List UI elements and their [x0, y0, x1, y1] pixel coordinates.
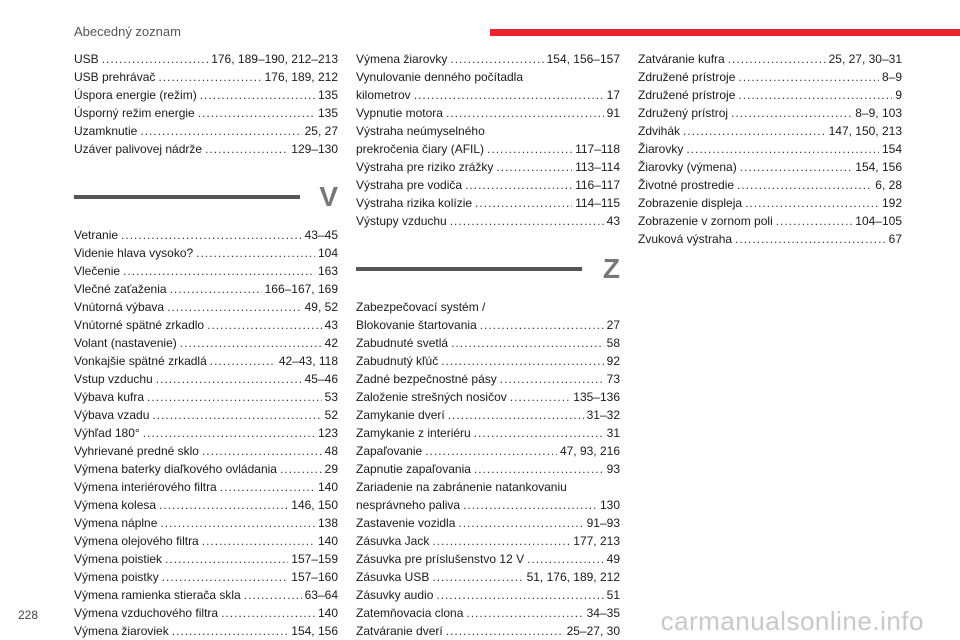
index-entry-pages: 25–27, 30 [566, 624, 620, 638]
index-entry-term: Zásuvka USB [356, 570, 430, 584]
index-entry-term: Zatváranie dverí [356, 624, 443, 638]
index-entry-term: Založenie strešných nosičov [356, 390, 507, 404]
index-entry-pages: 113–114 [575, 160, 620, 174]
dot-leader [450, 50, 543, 68]
index-entry-pages: 53 [324, 390, 338, 404]
dot-leader [738, 68, 879, 86]
dot-leader [480, 316, 604, 334]
section-letter: V [319, 181, 338, 212]
index-entry-pages: 130 [599, 498, 620, 512]
index-entry [356, 532, 620, 550]
index-entry [74, 280, 338, 298]
dot-leader [143, 424, 315, 442]
dot-leader [735, 230, 886, 248]
dot-leader [207, 316, 322, 334]
index-entry [638, 122, 902, 140]
index-entry-pages: 192 [881, 196, 902, 210]
index-entry-pages: 129–130 [291, 142, 338, 156]
index-entry-pages: 91–93 [586, 516, 620, 530]
index-entry [356, 86, 620, 104]
index-entry [356, 442, 620, 460]
index-entry-pages: 163 [317, 264, 338, 278]
index-entry-term: Združený prístroj [638, 106, 729, 120]
index-entry-pages: 138 [317, 516, 338, 530]
dot-leader [458, 514, 583, 532]
dot-leader [159, 496, 288, 514]
dot-leader [156, 370, 302, 388]
index-entry [356, 622, 620, 640]
index-entry-term: Výmena vzduchového filtra [74, 606, 219, 620]
index-entry [356, 568, 620, 586]
index-entry [74, 68, 338, 86]
index-entry [356, 158, 620, 176]
index-entry-prefix: Výstraha neúmyselného [356, 124, 485, 138]
index-entry [74, 568, 338, 586]
dot-leader [740, 158, 853, 176]
section-letter: Z [602, 253, 620, 284]
index-entry-pages: 52 [324, 408, 338, 422]
index-entry [74, 370, 338, 388]
index-entry-term: Výmena poistky [74, 570, 159, 584]
index-entry-term: Vypnutie motora [356, 106, 443, 120]
dot-leader [165, 550, 288, 568]
index-entry [356, 50, 620, 68]
index-entry-term: Zastavenie vozidla [356, 516, 456, 530]
index-entry-term: prekročenia čiary (AFIL) [356, 142, 485, 156]
index-entry-term: Zvuková výstraha [638, 232, 733, 246]
dot-leader [475, 194, 572, 212]
header-accent-bar [490, 29, 960, 36]
index-entry-term: Vyhrievané predné sklo [74, 444, 199, 458]
dot-leader [466, 604, 583, 622]
index-entry-term: Vetranie [74, 228, 119, 242]
index-entry-term: Zadné bezpečnostné pásy [356, 372, 497, 386]
index-entry-pages: 157–159 [291, 552, 338, 566]
index-entry [356, 604, 620, 622]
index-entry [74, 388, 338, 406]
index-entry-term: Zamykanie z interiéru [356, 426, 471, 440]
index-entry-pages: 92 [606, 354, 620, 368]
index-entry-pages: 31 [606, 426, 620, 440]
index-entry-term: Výmena baterky diaľkového ovládania [74, 462, 277, 476]
index-entry [638, 50, 902, 68]
index-entry-term: Zobrazenie v zornom poli [638, 214, 773, 228]
index-entry-term: Združené prístroje [638, 88, 736, 102]
index-entry [74, 442, 338, 460]
index-entry-pages: 47, 93, 216 [559, 444, 620, 458]
index-entry-term: Výhľad 180° [74, 426, 140, 440]
index-entry [356, 550, 620, 568]
index-entry-term: Výbava kufra [74, 390, 145, 404]
dot-leader [510, 388, 571, 406]
index-entry-term: Úsporný režim energie [74, 106, 195, 120]
index-entry-pages: 8–9, 103 [855, 106, 902, 120]
index-entry-term: Zobrazenie displeja [638, 196, 743, 210]
index-entry-pages: 146, 150 [291, 498, 338, 512]
index-entry [356, 460, 620, 478]
index-entry-term: Volant (nastavenie) [74, 336, 177, 350]
dot-leader [474, 424, 604, 442]
index-entry-pages: 154, 156 [855, 160, 902, 174]
dot-leader [496, 158, 572, 176]
index-entry [74, 262, 338, 280]
index-entry-term: nesprávneho paliva [356, 498, 461, 512]
dot-leader [210, 352, 276, 370]
index-entry-term: Vlečné zaťaženia [74, 282, 167, 296]
dot-leader [450, 212, 604, 230]
index-entry [638, 104, 902, 122]
dot-leader [196, 244, 315, 262]
index-entry-term: Vnútorná výbava [74, 300, 165, 314]
index-entry [638, 68, 902, 86]
index-entry-term: USB [74, 52, 99, 66]
index-entry-term: Výstraha pre riziko zrážky [356, 160, 494, 174]
index-entry-pages: 48 [324, 444, 338, 458]
index-entry [74, 496, 338, 514]
index-entry-pages: 43–45 [304, 228, 338, 242]
index-entry-pages: 176, 189–190, 212–213 [211, 52, 338, 66]
index-entry [74, 104, 338, 122]
index-entry-term: Výbava vzadu [74, 408, 150, 422]
index-entry-pages: 29 [324, 462, 338, 476]
dot-leader [221, 604, 315, 622]
page-number: 228 [18, 608, 39, 622]
index-entry-pages: 25, 27 [304, 124, 338, 138]
index-entry-pages: 166–167, 169 [264, 282, 338, 296]
index-entry-term: Výmena kolesa [74, 498, 157, 512]
dot-leader [474, 460, 604, 478]
index-entry-term: Výmena náplne [74, 516, 158, 530]
dot-leader [220, 478, 315, 496]
index-entry-pages: 140 [317, 480, 338, 494]
index-entry-pages: 58 [606, 336, 620, 350]
index-entry [74, 550, 338, 568]
index-entry-term: Výstupy vzduchu [356, 214, 447, 228]
index-entry-term: Výmena žiaroviek [74, 624, 169, 638]
index-entry-term: Zapaľovanie [356, 444, 423, 458]
index-entry [74, 514, 338, 532]
index-entry-term: Výstraha rizika kolízie [356, 196, 473, 210]
index-entry-term: Zatváranie kufra [638, 52, 725, 66]
index-entry-pages: 43 [606, 214, 620, 228]
index-entry [74, 604, 338, 622]
index-entry-term: Vnútorné spätné zrkadlo [74, 318, 205, 332]
dot-leader [448, 406, 584, 424]
dot-leader [202, 442, 322, 460]
index-entry-pages: 63–64 [304, 588, 338, 602]
index-entry [356, 406, 620, 424]
index-entry-pages: 17 [606, 88, 620, 102]
index-entry-pages: 135 [317, 88, 338, 102]
index-entry [356, 586, 620, 604]
index-entry-pages: 34–35 [586, 606, 620, 620]
index-entry-term: Výmena ramienka stierača skla [74, 588, 241, 602]
index-entry-pages: 43 [324, 318, 338, 332]
index-entry [356, 194, 620, 212]
index-entry-term: Zásuvka pre príslušenstvo 12 V [356, 552, 525, 566]
dot-leader [121, 226, 302, 244]
index-entry [356, 104, 620, 122]
dot-leader [745, 194, 879, 212]
index-entry-pages: 27 [606, 318, 620, 332]
watermark: carmanualsonline.info [660, 606, 924, 636]
section-header [74, 174, 338, 220]
index-entry-term: Blokovanie štartovania [356, 318, 477, 332]
index-entry [638, 158, 902, 176]
index-entry-pages: 49 [606, 552, 620, 566]
dot-leader [160, 514, 315, 532]
dot-leader [205, 140, 288, 158]
dot-leader [425, 442, 557, 460]
dot-leader [728, 50, 826, 68]
index-entry-pages: 73 [606, 372, 620, 386]
index-entry [74, 352, 338, 370]
index-entry-pages: 42 [324, 336, 338, 350]
index-entry [74, 140, 338, 158]
index-entry-term: Výmena žiarovky [356, 52, 448, 66]
index-entry [74, 298, 338, 316]
dot-leader [432, 532, 570, 550]
dot-leader [152, 406, 321, 424]
index-entry-pages: 42–43, 118 [278, 354, 338, 368]
index-entry-term: Videnie hlava vysoko? [74, 246, 194, 260]
index-entry [356, 514, 620, 532]
dot-leader [180, 334, 322, 352]
index-entry [638, 86, 902, 104]
index-entry-pages: 154, 156–157 [546, 52, 620, 66]
index-entry-pages: 135 [317, 106, 338, 120]
index-entry-pages: 116–117 [575, 178, 620, 192]
index-entry-term: Vstup vzduchu [74, 372, 153, 386]
dot-leader [686, 140, 879, 158]
index-entry-pages: 154, 156 [291, 624, 338, 638]
dot-leader [198, 104, 315, 122]
dot-leader [170, 280, 262, 298]
index-entry-pages: 8–9 [881, 70, 902, 84]
index-entry-term: Výstraha pre vodiča [356, 178, 463, 192]
index-entry-prefix: Vynulovanie denného počítadla [356, 70, 524, 84]
dot-leader [776, 212, 853, 230]
index-entry-term: Zásuvka Jack [356, 534, 430, 548]
index-entry-pages: 104 [317, 246, 338, 260]
dot-leader [446, 622, 564, 640]
index-entry [74, 406, 338, 424]
index-entry [74, 586, 338, 604]
dot-leader [202, 532, 315, 550]
dot-leader [432, 568, 523, 586]
index-column-3 [638, 50, 902, 248]
index-entry [356, 176, 620, 194]
index-entry-pages: 176, 189, 212 [264, 70, 338, 84]
index-entry-term: Žiarovky (výmena) [638, 160, 737, 174]
index-entry-term: Zapnutie zapaľovania [356, 462, 471, 476]
index-entry [74, 50, 338, 68]
index-entry-pages: 93 [606, 462, 620, 476]
index-entry [74, 122, 338, 140]
index-entry-term: Zamykanie dverí [356, 408, 445, 422]
section-divider-line [356, 267, 582, 271]
index-entry [356, 316, 620, 334]
section-divider-line [74, 195, 300, 199]
dot-leader [162, 568, 289, 586]
dot-leader [158, 68, 261, 86]
index-entry [74, 316, 338, 334]
index-entry [356, 496, 620, 514]
index-entry-term: Úspora energie (režim) [74, 88, 197, 102]
dot-leader [451, 334, 604, 352]
index-entry-pages: 177, 213 [573, 534, 620, 548]
index-entry-pages: 123 [317, 426, 338, 440]
dot-leader [436, 586, 603, 604]
index-entry-pages: 157–160 [291, 570, 338, 584]
index-entry [638, 140, 902, 158]
index-entry-pages: 6, 28 [875, 178, 902, 192]
index-entry-term: Zatemňovacia clona [356, 606, 464, 620]
index-entry [356, 212, 620, 230]
index-entry-pages: 135–136 [573, 390, 620, 404]
index-entry-pages: 67 [888, 232, 902, 246]
index-entry-pages: 140 [317, 606, 338, 620]
dot-leader [500, 370, 604, 388]
dot-leader [446, 104, 604, 122]
index-entry [74, 478, 338, 496]
index-entry-term: Výmena olejového filtra [74, 534, 199, 548]
index-entry [74, 244, 338, 262]
dot-leader [683, 122, 826, 140]
index-entry [74, 226, 338, 244]
section-header [356, 246, 620, 292]
index-entry [356, 140, 620, 158]
index-entry [74, 622, 338, 640]
index-entry-term: Vlečenie [74, 264, 121, 278]
index-entry [638, 212, 902, 230]
index-entry [638, 230, 902, 248]
index-entry-term: Zásuvky audio [356, 588, 434, 602]
index-entry [356, 424, 620, 442]
index-entry [74, 532, 338, 550]
index-entry-pages: 49, 52 [304, 300, 338, 314]
index-entry [356, 388, 620, 406]
index-entry-pages: 91 [606, 106, 620, 120]
index-entry [638, 176, 902, 194]
index-entry-pages: 25, 27, 30–31 [828, 52, 902, 66]
index-entry-pages: 45–46 [304, 372, 338, 386]
dot-leader [280, 460, 322, 478]
dot-leader [200, 86, 315, 104]
dot-leader [441, 352, 603, 370]
dot-leader [123, 262, 315, 280]
index-entry-prefix: Zabezpečovací systém / [356, 300, 486, 314]
index-entry-pages: 51 [606, 588, 620, 602]
dot-leader [731, 104, 852, 122]
dot-leader [167, 298, 302, 316]
index-entry-term: kilometrov [356, 88, 411, 102]
index-column-2 [356, 50, 620, 640]
dot-leader [172, 622, 289, 640]
index-entry [74, 424, 338, 442]
dot-leader [414, 86, 604, 104]
dot-leader [737, 176, 872, 194]
index-entry-term: Žiarovky [638, 142, 684, 156]
index-entry-term: Uzamknutie [74, 124, 138, 138]
index-entry-term: Zabudnutý kľúč [356, 354, 439, 368]
index-entry-pages: 117–118 [575, 142, 620, 156]
index-entry-pages: 154 [881, 142, 902, 156]
index-entry-term: Zabudnuté svetlá [356, 336, 449, 350]
index-entry-pages: 104–105 [855, 214, 902, 228]
dot-leader [102, 50, 209, 68]
index-entry-pages: 147, 150, 213 [828, 124, 902, 138]
index-entry-pages: 51, 176, 189, 212 [526, 570, 620, 584]
dot-leader [487, 140, 572, 158]
dot-leader [244, 586, 302, 604]
index-entry-pages: 9 [895, 88, 902, 102]
index-entry-pages: 140 [317, 534, 338, 548]
index-entry-term: USB prehrávač [74, 70, 156, 84]
index-entry-pages: 114–115 [575, 196, 620, 210]
dot-leader [140, 122, 301, 140]
page-header-title: Abecedný zoznam [74, 24, 181, 39]
index-entry-term: Výmena interiérového filtra [74, 480, 217, 494]
index-entry-term: Vonkajšie spätné zrkadlá [74, 354, 207, 368]
dot-leader [527, 550, 604, 568]
index-entry-term: Uzáver palivovej nádrže [74, 142, 203, 156]
dot-leader [147, 388, 322, 406]
index-entry-term: Výmena poistiek [74, 552, 163, 566]
index-entry-term: Zdvihák [638, 124, 681, 138]
index-entry-term: Životné prostredie [638, 178, 735, 192]
dot-leader [465, 176, 572, 194]
index-entry [74, 334, 338, 352]
dot-leader [738, 86, 892, 104]
index-entry [356, 370, 620, 388]
index-entry [356, 352, 620, 370]
index-entry [74, 460, 338, 478]
index-column-1 [74, 50, 338, 640]
index-entry [74, 86, 338, 104]
index-entry-prefix: Zariadenie na zabránenie natankovaniu [356, 480, 567, 494]
index-entry [638, 194, 902, 212]
dot-leader [463, 496, 597, 514]
index-entry [356, 334, 620, 352]
index-entry-term: Združené prístroje [638, 70, 736, 84]
index-entry-pages: 31–32 [586, 408, 620, 422]
